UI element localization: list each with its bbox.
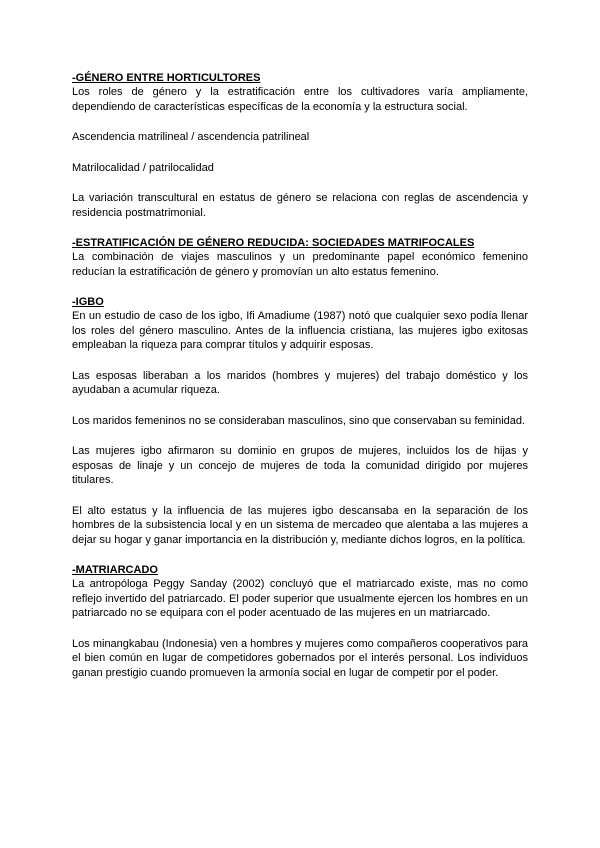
- paragraph: En un estudio de caso de los igbo, Ifi Amadiume (1987) notó que cualquier sexo podía llenar los roles del género masculino. Antes de la influencia cristiana, las mujeres igbo exitosas empleaban la riqueza para comprar títulos y adquirir esposas.: [72, 310, 528, 351]
- section-matriarcado: [72, 563, 528, 680]
- paragraph: Las esposas liberaban a los maridos (hombres y mujeres) del trabajo doméstico y los ayudaban a acumular riqueza.: [72, 369, 528, 396]
- section-heading: -MATRIARCADO: [72, 564, 158, 576]
- paragraph: El alto estatus y la influencia de las mujeres igbo descansaba en la separación de los hombres de la subsistencia local y en un sistema de mercadeo que alentaba a las mujeres a dejar su hogar y ganar importancia en la distribución y, mediante dichos logros, en la política.: [72, 504, 528, 546]
- section-heading: -GÉNERO ENTRE HORTICULTORES: [72, 72, 261, 84]
- paragraph: La variación transcultural en estatus de género se relaciona con reglas de ascendencia y residencia postmatrimonial.: [72, 192, 528, 219]
- paragraph: La antropóloga Peggy Sanday (2002) concluyó que el matriarcado existe, mas no como reflejo invertido del patriarcado. El poder superior que usualmente ejercen los hombres en un patriarcado no se equipara con el poder acentuado de las mujeres en un matriarcado.: [72, 578, 528, 619]
- paragraph: Los maridos femeninos no se consideraban masculinos, sino que conservaban su feminidad.: [72, 414, 526, 427]
- paragraph: Ascendencia matrilineal / ascendencia patrilineal: [72, 131, 310, 143]
- paragraph: Los minangkabau (Indonesia) ven a hombres y mujeres como compañeros cooperativos para el bien común en lugar de competidores gobernados por el interés personal. Los individuos ganan prestigio cuando promueven la armonía social en lugar de competir por el poder.: [72, 637, 528, 679]
- section-horticultores: [72, 71, 528, 220]
- paragraph: Matrilocalidad / patrilocalidad: [72, 161, 214, 174]
- paragraph: La combinación de viajes masculinos y un predominante papel económico femenino reducían la estratificación de género y promovían un alto estatus femenino.: [72, 251, 528, 278]
- section-matrifocales: [72, 236, 528, 279]
- section-heading: -ESTRATIFICACIÓN DE GÉNERO REDUCIDA: SOCIEDADES MATRIFOCALES: [72, 237, 475, 249]
- section-igbo: [72, 295, 528, 547]
- section-heading: -IGBO: [72, 296, 104, 308]
- paragraph: Los roles de género y la estratificación entre los cultivadores varía ampliamente, dependiendo de características específicas de la economía y la estructura social.: [72, 86, 528, 113]
- paragraph: Las mujeres igbo afirmaron su dominio en grupos de mujeres, incluidos los de hijas y esposas de linaje y un concejo de mujeres de toda la comunidad dirigido por mujeres titulares.: [72, 445, 528, 486]
